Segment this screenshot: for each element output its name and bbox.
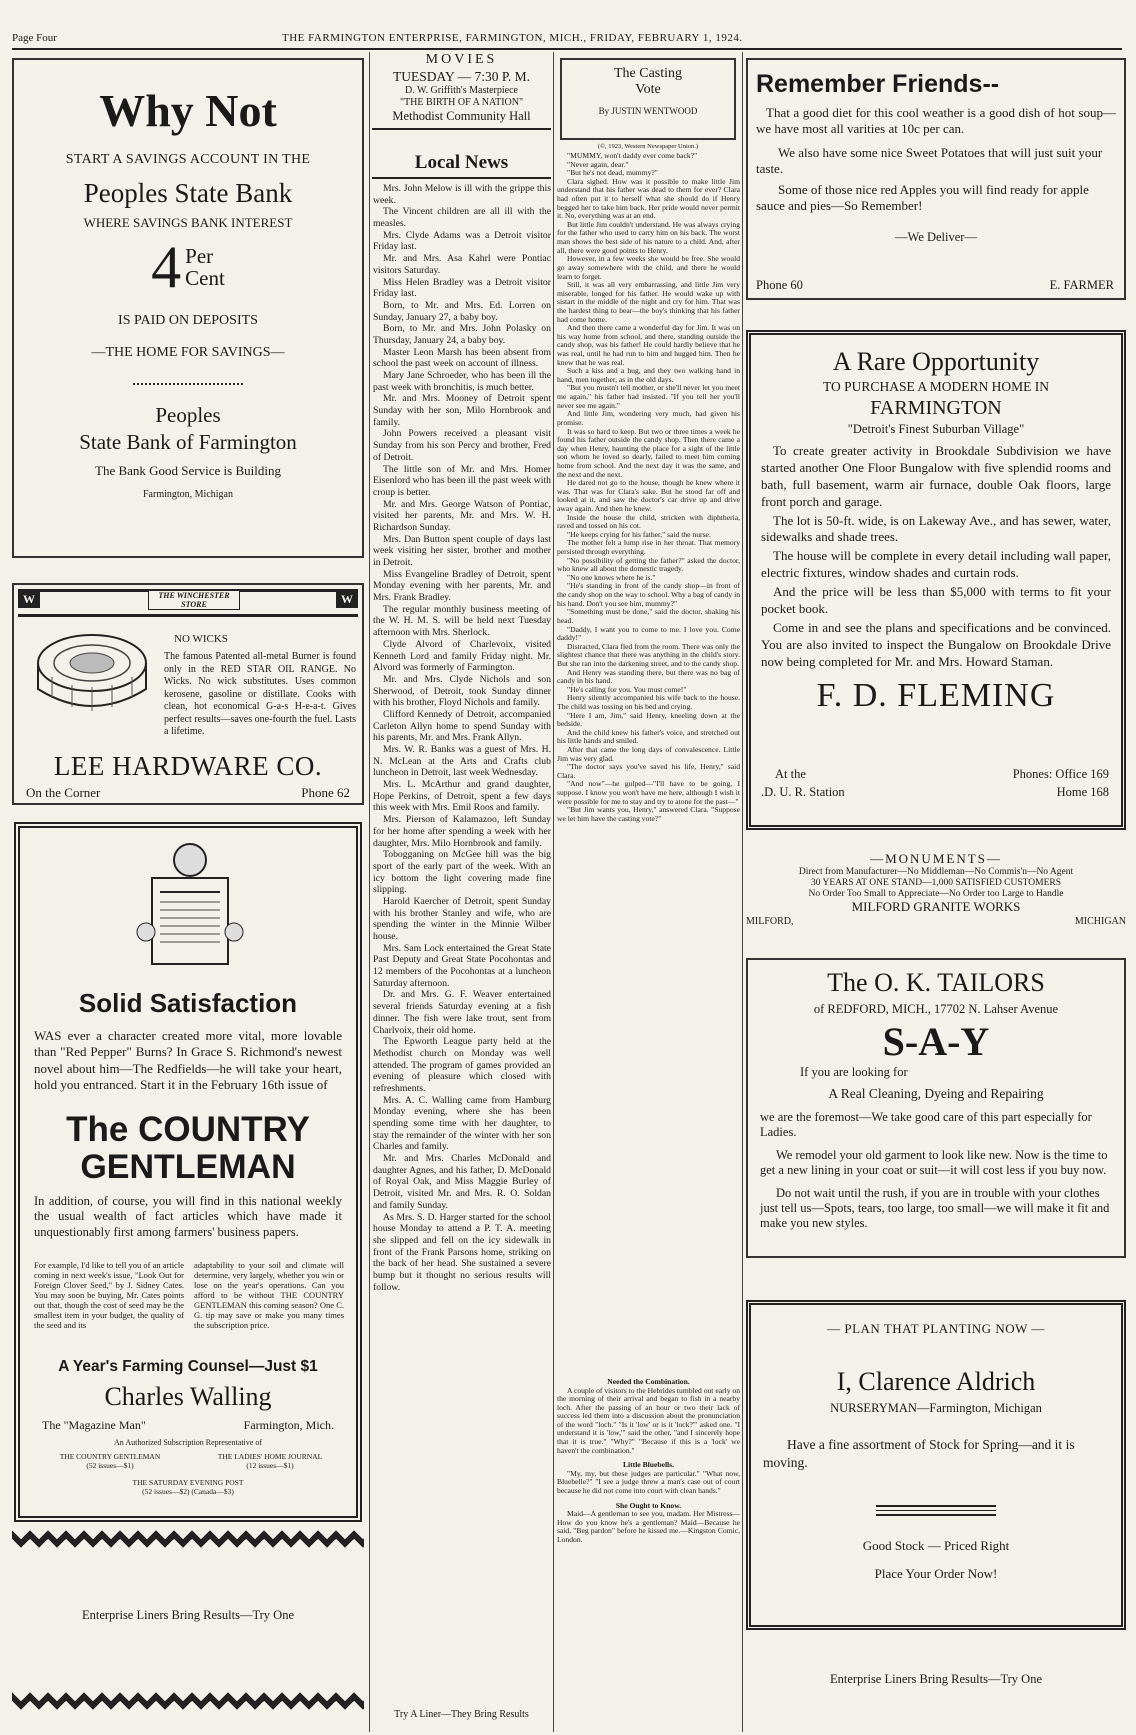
page-number: Page Four: [12, 32, 57, 44]
movies-ad: [372, 52, 551, 130]
hardware-name: LEE HARDWARE CO.: [53, 751, 323, 781]
publication-name: THE COUNTRY GENTLEMAN: [59, 1452, 161, 1461]
liners-ad: Enterprise Liners Bring Results—Try One: [81, 1608, 295, 1622]
fleming-home-phone: Home 168: [1056, 785, 1109, 799]
bank-line: —THE HOME FOR SAVINGS—: [91, 345, 285, 360]
page-header: [12, 30, 1122, 50]
fleming-ad: [746, 330, 1126, 830]
news-item: Mr. and Mrs. George Watson of Pontiac, visited her parents, Mr. and Mrs. W. H. Richardson Sunday.: [373, 498, 551, 533]
nursery-ad: [746, 1300, 1126, 1630]
news-item: Mr. and Mrs. Asa Kahrl were Pontiac visitors Saturday.: [373, 253, 551, 276]
publication-name: THE LADIES' HOME JOURNAL: [217, 1452, 323, 1461]
w-logo-icon: W: [18, 592, 40, 608]
story-byline: By JUSTIN WENTWOOD: [598, 106, 698, 116]
news-item: Mr. and Mrs. Charles McDonald and daughter Agnes, and his father, D. McDonald of Royal Oak, and Miss Maggie Burley of Detroit, visited Mr. and Mrs. R. O. Soldan and family Sunday.: [373, 1153, 551, 1211]
reader-illustration-icon: [130, 832, 250, 982]
news-item: Mrs. John Melow is ill with the grippe this week.: [373, 183, 551, 206]
news-item: Mrs. Clyde Adams was a Detroit visitor Friday last.: [373, 229, 551, 253]
fleming-tagline: "Detroit's Finest Suburban Village": [847, 422, 1025, 436]
news-item: Dr. and Mrs. G. F. Weaver entertained several friends Saturday evening at a fish dinner. The fish were lake trout, sent from Charlvoix, their old home.: [373, 989, 551, 1036]
news-item: The Vincent children are all ill with the measles.: [373, 206, 551, 230]
story-paragraph: And little Jim, wondering very much, had given his promise.: [557, 409, 740, 427]
fleming-office-phone: Phones: Office 169: [1012, 767, 1109, 781]
agent-title: The "Magazine Man": [42, 1418, 146, 1432]
tailors-headline: The O. K. TAILORS: [827, 968, 1045, 997]
ad-column-2: adaptability to your soil and climate will determine, very largely, whether you win or lose on the year's operations. Can you afford to be without THE COUNTRY GENTLEMAN this coming season? One C. G. tip may save or make you many times the subscription price.: [194, 1260, 344, 1331]
zigzag-border: [12, 1530, 364, 1548]
zigzag-border: [12, 1692, 364, 1710]
tailors-service: A Real Cleaning, Dyeing and Repairing: [828, 1086, 1044, 1101]
winchester-label: THE WINCHESTER STORE: [148, 590, 240, 610]
story-paragraph: And Henry was standing there, but there was no bag of candy in his hand.: [557, 667, 740, 686]
fleming-text: The house will be complete in every detail including wall paper, electric fixtures, window shades and curtain rods.: [761, 548, 1111, 581]
fleming-text: To create greater activity in Brookdale Subdivision we have started another One Floor Bungalow with five splendid rooms and bath, full basement, warm air furnace, double Oak floors, large front porch and garage.: [761, 443, 1111, 509]
news-item: Mrs. Pierson of Kalamazoo, left Sunday for her home after spending a week with her daughter, Mrs. Milo Hornbrook and family.: [373, 814, 551, 849]
farmer-deliver: —We Deliver—: [895, 230, 977, 245]
nursery-line: Good Stock — Priced Right: [862, 1538, 1010, 1554]
bank-sign-1: Peoples: [155, 403, 221, 427]
news-item: Harold Kaercher of Detroit, spent Sunday with his brother Stanley and wife, who are spending the winter in the Minnie Wilber house.: [373, 895, 551, 942]
story-paragraph: "Something must be done," said the doctor, shaking his head.: [557, 607, 740, 625]
movies-time: TUESDAY — 7:30 P. M.: [392, 68, 531, 84]
story-paragraph: "Never again, dear.": [567, 159, 629, 169]
magazine-title-1: The COUNTRY: [66, 1110, 310, 1149]
publication-price: (52 issues—$1): [86, 1461, 134, 1470]
news-item: As Mrs. S. D. Harger started for the school house Monday to attend a P. T. A. meeting she slipped and fell on the icy sidewalk in front of the Frank Parsons home, striking on the back of her head. She sustained a severe bump but it thought no serious results will follow.: [373, 1211, 551, 1293]
hardware-location: On the Corner: [26, 785, 101, 800]
news-item: Mrs. L. McArthur and grand daughter, Hope Perkins, of Detroit, spent a few days this week with Mrs. Emil Roos and family.: [373, 779, 551, 814]
story-paragraph: "MUMMY, won't daddy ever come back?": [567, 151, 698, 160]
news-item: Born, to Mr. and Mrs. Ed. Lorren on Sunday, January 27, a baby boy.: [373, 299, 551, 323]
liner-footer: Try A Liner—They Bring Results: [394, 1709, 529, 1720]
news-item: Mr. and Mrs. Mooney of Detroit spent Sunday with her son, Milo Hornbrook and family.: [373, 393, 551, 428]
authorized-rep: An Authorized Subscription Representative of: [114, 1438, 262, 1447]
fleming-text: And the price will be less than $5,000 with terms to fit your pocket book.: [761, 584, 1111, 617]
monuments-line: 30 YEARS AT ONE STAND—1,000 SATISFIED CUSTOMERS: [810, 877, 1062, 888]
story-paragraph: "He's calling for you. You must come!": [567, 684, 687, 694]
ornament-divider: [133, 383, 243, 385]
tailors-line: If you are looking for: [800, 1065, 908, 1079]
ad-body: In addition, of course, you will find in this national weekly the usual wealth of fact articles which have made it unquestionably first among farmers' business papers.: [34, 1194, 342, 1239]
rate-number: 4: [151, 234, 182, 300]
nursery-name: I, Clarence Aldrich: [836, 1367, 1036, 1396]
fleming-headline: A Rare Opportunity: [832, 347, 1040, 376]
column-rule: [369, 52, 370, 1732]
farmer-text: Some of those nice red Apples you will find ready for apple sauce and pies—So Remember!: [756, 182, 1089, 214]
filler-title: Little Bluebells.: [622, 1460, 675, 1470]
story-paragraph: "Here I am, Jim," said Henry, kneeling down at the bedside.: [557, 710, 740, 729]
filler-title: She Ought to Know.: [615, 1500, 682, 1510]
story-paragraph: "He keeps crying for his father," said the nurse.: [567, 529, 711, 539]
story-paragraph: Such a kiss and a hug, and they two walking hand in hand, men together, as in the old days.: [557, 366, 740, 384]
filler-text: Maid—A gentleman to see you, madam. Her Mistress—How do you know he's a gentleman? Maid—Because he said, "Beg pardon" before he kissed me.—Kingston Comic, London.: [557, 1509, 740, 1544]
winchester-banner: [18, 589, 358, 617]
filler-text: A couple of visitors to the Hebrides tumbled out early on the morning of their arrival and began to fish in a nearby loch. After the passing of an hour or two their lack of success led them into a discussion about the pronunciation of the word "loch." "Is it 'low' or is it 'lock?'" asked one. "I understand it is 'low,'" said the other, "and I sincerely hope that it is true." "Why?" "Because if this is a 'lock' we haven't the combination.": [557, 1385, 740, 1455]
burner-icon: [32, 627, 152, 727]
story-paragraph: And the child knew his father's voice, and stretched out his little hands and smiled.: [557, 727, 740, 746]
tailors-text: we are the foremost—We take good care of this part especially for Ladies.: [760, 1110, 1092, 1139]
ad-intro: WAS ever a character created more vital, more lovable than "Red Pepper" Burns? In Grace S. Richmond's newest novel about him—The Redfields—he will take your heart, hold you entranced. Start it in the February 16th issue of: [34, 1028, 342, 1092]
story-paragraph: However, in a few weeks she would be free. She would go away somewhere with the child, and there he would learn to forget.: [557, 254, 740, 281]
farmer-phone: Phone 60: [756, 278, 803, 292]
bank-ad: [12, 58, 364, 558]
story-paragraph: After that came the long days of convalescence. Little Jim was very glad.: [557, 745, 740, 763]
news-item: Tobogganing on McGee hill was the big sport of the early part of the week. With an icy bottom the light covering made fine slipping.: [373, 849, 551, 896]
story-title-2: Vote: [635, 82, 661, 97]
rate-unit: [185, 245, 225, 289]
story-paragraph: And then there came a wonderful day for Jim. It was on his way home from school, and there, standing outside the candy shop, was his father! He could hardly believe that he was real, until he had run to him and hugged him. Then he knew that he was real.: [557, 323, 740, 367]
bank-headline: Why Not: [99, 85, 277, 136]
masthead-line: THE FARMINGTON ENTERPRISE, FARMINGTON, MICH., FRIDAY, FEBRUARY 1, 1924.: [282, 32, 743, 44]
news-item: Mrs. A. C. Walling came from Hamburg Monday evening, where she has been spending some time with her daughter, to stay the remainder of the winter with her son Charles and family.: [373, 1094, 551, 1153]
tailors-text: We remodel your old garment to look like new. Now is the time to get a new lining in your coat or suit—it will cost less if you buy now.: [760, 1148, 1108, 1177]
story-paragraph: But little Jim couldn't understand. He was always crying for the father who used to carry him on his back. The worst man shows the best side of his nature to a child. And, after all, there were good points to Henry.: [557, 219, 740, 255]
publication-1: [40, 1452, 180, 1470]
story-paragraph: "The doctor says you've saved his life, Henry," said Clara.: [557, 762, 740, 780]
farmer-text: That a good diet for this cool weather is a good dish of hot soup—we have most all varities at 10c per can.: [756, 105, 1116, 136]
fleming-at: At the: [775, 767, 806, 781]
column-rule: [742, 52, 743, 1732]
nursery-text: Have a fine assortment of Stock for Spring—and it is moving.: [763, 1437, 1075, 1470]
tailors-say: S-A-Y: [882, 1019, 990, 1064]
tailors-text: Do not wait until the rush, if you are in trouble with your clothes just tell us—Spots, tears, too large, too small—we will make it fit and make you new styles.: [760, 1186, 1110, 1230]
tailors-ad: [746, 958, 1126, 1258]
nursery-divider: [876, 1505, 996, 1516]
news-item: Mrs. W. R. Banks was a guest of Mrs. H. N. McLean at the Arts and Crafts club luncheon in Detroit, last week Wednesday.: [373, 744, 551, 779]
story-copyright: (©, 1923, Western Newspaper Union.): [597, 143, 699, 150]
agent-name: Charles Walling: [104, 1382, 272, 1411]
story-paragraph: Distracted, Clara fled from the room. There was only the slightest chance that there was anything in the child's story. But she ran into the darkening street, and to the candy shop.: [557, 641, 740, 668]
ad-column-1: For example, I'd like to tell you of an article coming in next week's issue, "Look Out for Foreign Clover Seed," by J. Sidney Cates. You may soon be buying, Mr. Cates points out that, though the cost of seed may be the smallest item in your budget, the quality of the seed and its: [34, 1260, 184, 1331]
hardware-phone: Phone 62: [301, 785, 350, 800]
agent-town: Farmington, Mich.: [243, 1418, 334, 1432]
monuments-ad: [746, 852, 1126, 930]
story-title-box: [560, 58, 736, 140]
monuments-left: MILFORD,: [746, 915, 794, 927]
movies-heading: MOVIES: [425, 52, 498, 67]
story-paragraph: "And now"—he gulped—"I'll have to be going, I suppose. I know you won't have me here, although I wish it were possible for me to stay and try to atone for the past—": [557, 779, 740, 806]
news-item: Miss Evangeline Bradley of Detroit, spent Monday evening with her parents, Mr. and Mrs. Frank Bradley.: [373, 568, 551, 604]
story-paragraph: "No one knows where he is.": [567, 572, 656, 582]
story-paragraph: "He's standing in front of the candy shop—in front of the candy shop on the way to school. Why a bag of candy in his hand. Don't you see him, mummy?": [557, 581, 740, 608]
fleming-subhead: TO PURCHASE A MODERN HOME IN: [823, 379, 1049, 394]
story-paragraph: "Daddy, I want you to come to me. I love you. Come daddy!": [557, 624, 740, 643]
farmer-headline: Remember Friends--: [756, 70, 1000, 98]
news-item: Clifford Kennedy of Detroit, accompanied Carleton Allyn home to spend Sunday with his parents, Mr. and Mrs. Frank Allyn.: [373, 708, 551, 744]
news-item: Mary Jane Schroeder, who has been ill the past week with bronchitis, is much better.: [373, 370, 551, 393]
news-item: John Powers received a pleasant visit Sunday from his son Percy and brother, Fred of Detroit.: [373, 428, 551, 463]
story-paragraph: Henry silently accompanied his wife back to the house. The child was tossing on his bed and crying.: [557, 693, 740, 711]
news-item: Mr. and Mrs. Clyde Nichols and son Sherwood, of Detroit, took Sunday dinner with his brother, Floyd Nichols and family.: [373, 673, 551, 709]
tailors-address: of REDFORD, MICH., 17702 N. Lahser Avenue: [813, 1002, 1059, 1016]
fleming-town: FARMINGTON: [870, 397, 1002, 419]
news-item: The regular monthly business meeting of the W. H. M. S. will be held next Tuesday afternoon with Mrs. Sherlock.: [373, 603, 551, 639]
movies-venue: Methodist Community Hall: [392, 108, 531, 123]
farmer-name: E. FARMER: [1049, 278, 1114, 292]
movies-title: "THE BIRTH OF A NATION": [399, 96, 524, 108]
monuments-footer: [746, 900, 1126, 930]
news-item: Miss Helen Bradley was a Detroit visitor Friday last.: [373, 276, 551, 300]
bank-line: IS PAID ON DEPOSITS: [118, 313, 258, 328]
bank-line: WHERE SAVINGS BANK INTEREST: [83, 215, 293, 230]
bank-location: Farmington, Michigan: [143, 489, 233, 500]
fleming-station: .D. U. R. Station: [761, 785, 845, 799]
bank-name: Peoples State Bank: [83, 178, 293, 208]
publication-2: [200, 1452, 340, 1470]
bank-sign-2: State Bank of Farmington: [79, 430, 297, 454]
story-paragraph: Inside the house the child, stricken with diphtheria, raved and tossed on his cot.: [557, 512, 740, 531]
interest-rate: [22, 234, 354, 300]
movies-line: D. W. Griffith's Masterpiece: [405, 84, 518, 96]
fleming-text: Come in and see the plans and specifications and be convinced. You are also invited to inspect the Bungalow on Brookdale Drive now being completed for Mr. and Mrs. Howard Staman.: [761, 619, 1111, 669]
liners-ad-right: Enterprise Liners Bring Results—Try One: [829, 1672, 1043, 1686]
nursery-heading: — PLAN THAT PLANTING NOW —: [827, 1321, 1045, 1336]
publication-3: [20, 1478, 356, 1496]
publication-price: (12 issues—$1): [246, 1461, 294, 1470]
story-paragraph: Still, it was all very embarrassing, and little Jim very miserable, longed for his father. He would wake up with sistart in the middle of the night and cry for him. That was the hardest thing to bear—the boy's thinking that his father had come home.: [557, 280, 740, 324]
farmer-ad: [746, 58, 1126, 300]
country-gentleman-ad: [14, 822, 362, 1522]
story-paragraph: "But he's not dead, mummy?": [567, 168, 658, 178]
bank-line: START A SAVINGS ACCOUNT IN THE: [65, 152, 311, 167]
news-item: Mrs. Sam Lock entertained the Great State Past Deputy and Great State Pocohontas and 12 members of the Pocohontas at a luncheon Saturday afternoon.: [373, 942, 551, 989]
publication-name: THE SATURDAY EVENING POST: [132, 1478, 244, 1487]
per-label: Per: [185, 243, 214, 268]
no-wicks-heading: NO WICKS: [174, 633, 228, 645]
news-item: Born, to Mr. and Mrs. John Polasky on Thursday, January 24, a baby boy.: [373, 323, 551, 346]
news-item: Clyde Alvord of Charlevoix, visited Kenneth Lord and family Friday night. Mr. Alvord was formerly of Farmington.: [373, 638, 551, 674]
news-item: The Epworth League party held at the Methodist church on Monday was well attended. The program of games provided an evening of pleasure which closed with refreshments.: [373, 1036, 551, 1094]
news-item: Master Leon Marsh has been absent from school the past week on account of illness.: [373, 346, 551, 370]
monuments-right: MICHIGAN: [1074, 915, 1126, 927]
local-news-heading: Local News: [372, 152, 551, 179]
news-item: Mrs. Dan Button spent couple of days last week visiting her sister, brother and mother in Detroit.: [373, 533, 551, 568]
monuments-line: No Order Too Small to Appreciate—No Order too Large to Handle: [808, 888, 1064, 899]
ad-headline: Solid Satisfaction: [78, 988, 298, 1018]
fillers: [557, 1378, 740, 1544]
story-paragraph: "No possibility of getting the father?" asked the doctor, who knew all about the domestic tragedy.: [557, 555, 740, 574]
monuments-name: MILFORD GRANITE WORKS: [851, 898, 1021, 914]
magazine-title-2: GENTLEMAN: [80, 1148, 296, 1186]
fleming-text: The lot is 50-ft. wide, is on Lakeway Ave., and has sewer, water, sidewalks and shade trees.: [761, 512, 1111, 545]
story-paragraph: "But Jim wants you, Henry," answered Clara. "Suppose we let him have the casting vote?": [557, 805, 740, 823]
nursery-sub: NURSERYMAN—Farmington, Michigan: [830, 1401, 1042, 1415]
monuments-heading: —MONUMENTS—: [870, 851, 1002, 866]
fleming-name: F. D. FLEMING: [816, 676, 1056, 714]
publication-price: (52 issues—$2) (Canada—$3): [142, 1487, 234, 1496]
story-paragraph: The mother felt a lump rise in her throat. That memory persisted through everything.: [557, 538, 740, 557]
ad-offer: A Year's Farming Counsel—Just $1: [58, 1358, 318, 1375]
story-body: [557, 152, 740, 824]
story-title-1: The Casting: [613, 66, 683, 81]
story-paragraph: "But you mustn't tell mother, or she'll never let you meet me again," his father had insisted. "If you tell her you'll never see me again.": [557, 383, 740, 410]
story-paragraph: It was so hard to keep. But two or three times a week he found his father outside the candy shop. Then there came a day when Henry, haunting the place for a sight of the little son whom he loved so dearly, failed to meet him coming home from school. And the next day it was the same, and the next and the next.: [557, 426, 740, 479]
filler-title: Needed the Combination.: [607, 1377, 690, 1386]
cent-label: Cent: [185, 266, 225, 290]
story-paragraph: He dared not go to the house, though he knew where it was. That was for Clara's sake. But he stood far off and looked at it, and saw the doctor's car drive up and drive away again. And then he knew.: [557, 478, 740, 513]
news-item: The little son of Mr. and Mrs. Homer Eisenlord who has been ill the past week with croup is better.: [373, 463, 551, 498]
local-news-column: [373, 183, 551, 1293]
nursery-line: Place Your Order Now!: [874, 1566, 998, 1582]
hardware-ad: [12, 583, 364, 805]
w-logo-icon: W: [336, 592, 358, 608]
filler-text: "My, my, but these judges are particular." "What now, Bluebelle?" "I see a judge threw a man's case out of court because he did not come into court with clean hands.": [557, 1468, 740, 1495]
column-rule: [553, 52, 554, 1732]
monuments-line: Direct from Manufacturer—No Middleman—No Commis'n—No Agent: [798, 866, 1074, 877]
bank-slogan: The Bank Good Service is Building: [95, 463, 281, 478]
farmer-text: We also have some nice Sweet Potatoes that will just suit your taste.: [756, 144, 1103, 176]
hardware-body: The famous Patented all-metal Burner is found only in the RED STAR OIL RANGE. No Wicks. No wick substitutes. Uses common kerosene, gasoline or distillate. Cooks with clean, hot economical G-a-s H-e-a-t. Gives perfect results—saves one-fourth the fuel. Lasts a lifetime.: [164, 651, 356, 737]
story-paragraph: Clara sighed. How was it possible to make little Jim understand that his father was dead to them for ever? Clara had often put it to herself what she should do if Henry begged her to take him back. Her pride would never permit it. No, everything was at an end.: [557, 176, 740, 221]
